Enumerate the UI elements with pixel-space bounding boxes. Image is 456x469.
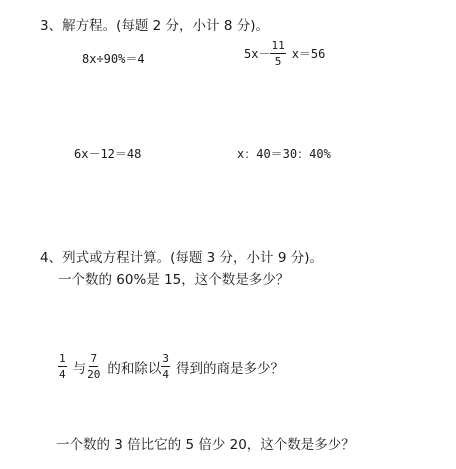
fraction-3-denominator: 4	[162, 368, 169, 381]
fraction-2-denominator: 20	[87, 368, 101, 381]
equation-1: 8x÷90%＝4	[82, 52, 145, 66]
equation-4: x：40＝30：40%	[237, 147, 331, 161]
equation-2-prefix: 5x－	[244, 47, 271, 61]
section-4-heading: 4、列式或方程计算。(每题 3 分，小计 9 分)。	[40, 250, 323, 266]
equation-2-suffix: x＝56	[291, 47, 326, 61]
equation-2-fraction-denominator: 5	[274, 55, 282, 68]
question-2-text-3: 得到的商是多少？	[176, 360, 284, 377]
fraction-3-numerator: 3	[162, 352, 169, 365]
question-2-fraction-1	[58, 353, 67, 380]
fraction-1-numerator: 1	[59, 352, 66, 365]
question-2-fraction-3	[161, 353, 170, 380]
question-2-fraction-2	[86, 353, 101, 380]
equation-2-fraction	[270, 40, 285, 67]
question-1: 一个数的 60%是 15，这个数是多少？	[58, 272, 290, 288]
equation-2	[244, 40, 325, 67]
fraction-1-denominator: 4	[59, 368, 66, 381]
equation-2-fraction-numerator: 11	[271, 39, 285, 52]
section-3-heading: 3、解方程。(每题 2 分，小计 8 分)。	[40, 18, 269, 34]
fraction-2-numerator: 7	[90, 352, 98, 365]
question-2-text-2: 的和除以	[107, 360, 162, 377]
equation-3: 6x－12＝48	[74, 147, 142, 161]
question-3: 一个数的 3 倍比它的 5 倍少 20，这个数是多少？	[56, 437, 355, 453]
question-2	[58, 353, 284, 380]
question-2-text-1: 与	[72, 360, 87, 377]
